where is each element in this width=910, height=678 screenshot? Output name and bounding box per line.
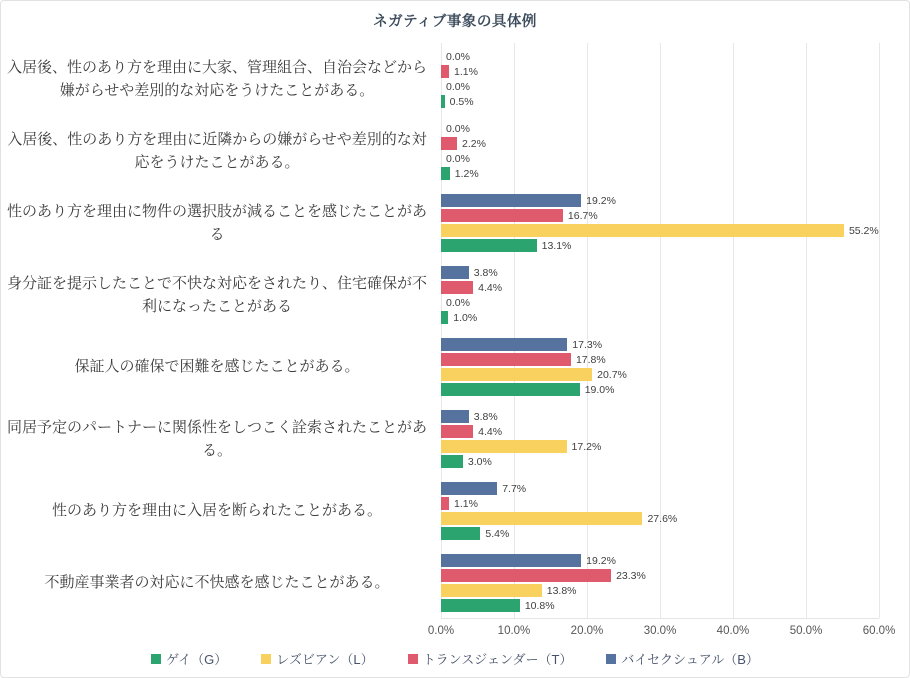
bar-transgender <box>441 137 457 150</box>
bar-line <box>441 137 879 150</box>
value-label: 0.0% <box>446 296 470 309</box>
category-label: 性のあり方を理由に入居を断られたことがある。 <box>51 502 382 520</box>
bar-group <box>441 115 879 187</box>
x-axis-tick: 20.0% <box>570 625 604 637</box>
value-label: 4.4% <box>478 281 503 294</box>
x-axis-tick: 50.0% <box>789 625 823 637</box>
plot-area <box>441 43 879 619</box>
bar-group <box>441 547 879 619</box>
category-label: 入居後、性のあり方を理由に大家、管理組合、自治会などから嫌がらせや差別的な対応をうけたことがある。 <box>7 58 428 99</box>
bar-transgender <box>441 209 563 222</box>
value-label: 16.7% <box>567 209 598 222</box>
legend-item-transgender <box>408 649 573 668</box>
legend-item-bisexual <box>606 649 759 668</box>
value-label: 17.2% <box>571 440 602 453</box>
legend <box>1 649 909 668</box>
value-label: 3.8% <box>473 410 498 423</box>
category-label: 不動産事業者の対応に不快感を感じたことがある。 <box>44 574 390 592</box>
legend-label: ゲイ（G） <box>166 652 228 667</box>
bar-line <box>441 512 879 525</box>
bar-bisexual <box>441 266 469 279</box>
bar-line <box>441 353 879 366</box>
bar-transgender <box>441 569 611 582</box>
bar-lesbian <box>441 224 844 237</box>
category-label: 入居後、性のあり方を理由に近隣からの嫌がらせや差別的な対応をうけたことがある。 <box>7 130 427 171</box>
legend-item-lesbian <box>261 649 373 668</box>
bar-group <box>441 43 879 115</box>
value-label: 19.2% <box>586 194 616 207</box>
bar-group <box>441 187 879 259</box>
legend-label: バイセクシュアル（B） <box>621 652 759 667</box>
value-label: 0.0% <box>446 50 470 63</box>
bar-line <box>441 281 879 294</box>
bar-line <box>441 194 879 207</box>
bar-line <box>441 50 879 63</box>
bar-line <box>441 224 879 237</box>
value-label: 13.1% <box>541 239 572 252</box>
bar-lesbian <box>441 512 642 525</box>
legend-swatch-icon <box>408 654 418 664</box>
bar-line <box>441 440 879 453</box>
value-label: 0.0% <box>446 80 470 93</box>
bar-group <box>441 403 879 475</box>
bar-group <box>441 331 879 403</box>
value-label: 17.8% <box>575 353 606 366</box>
category-label: 保証人の確保で困難を感じたことがある。 <box>74 358 360 376</box>
bar-group <box>441 259 879 331</box>
category-labels <box>1 43 433 619</box>
category-label: 性のあり方を理由に物件の選択肢が減ることを感じたことがある <box>7 202 428 243</box>
x-axis-tick: 60.0% <box>862 625 896 637</box>
bar-line <box>441 311 879 324</box>
bar-gay <box>441 167 450 180</box>
bar-bisexual <box>441 338 567 351</box>
legend-label: トランスジェンダー（T） <box>422 652 573 667</box>
legend-swatch-icon <box>261 654 271 664</box>
chart-title: ネガティブ事象の具体例 <box>373 14 537 30</box>
value-label: 0.5% <box>449 95 474 108</box>
bar-gay <box>441 599 520 612</box>
bar-line <box>441 239 879 252</box>
bar-line <box>441 65 879 78</box>
bar-bisexual <box>441 194 581 207</box>
value-label: 1.0% <box>453 311 478 324</box>
bar-rows <box>441 43 879 619</box>
bar-transgender <box>441 497 449 510</box>
bar-gay <box>441 383 580 396</box>
value-label: 1.2% <box>454 167 479 180</box>
bar-line <box>441 410 879 423</box>
value-label: 1.1% <box>454 65 478 78</box>
value-label: 5.4% <box>485 527 510 540</box>
value-label: 2.2% <box>462 137 486 150</box>
legend-swatch-icon <box>606 654 616 664</box>
bar-line <box>441 152 879 165</box>
bar-transgender <box>441 353 571 366</box>
value-label: 3.8% <box>473 266 498 279</box>
bar-lesbian <box>441 440 567 453</box>
value-label: 7.7% <box>502 482 527 495</box>
legend-swatch-icon <box>151 654 161 664</box>
value-label: 55.2% <box>848 224 879 237</box>
value-label: 17.3% <box>572 338 603 351</box>
bar-bisexual <box>441 554 581 567</box>
bar-line <box>441 599 879 612</box>
bar-lesbian <box>441 368 592 381</box>
value-label: 0.0% <box>446 152 470 165</box>
bar-line <box>441 455 879 468</box>
bar-line <box>441 569 879 582</box>
bar-line <box>441 80 879 93</box>
bar-transgender <box>441 281 473 294</box>
value-label: 4.4% <box>478 425 503 438</box>
value-label: 23.3% <box>616 569 646 582</box>
category-label: 身分証を提示したことで不快な対応をされたり、住宅確保が不利になったことがある <box>7 274 428 315</box>
bar-line <box>441 383 879 396</box>
bar-line <box>441 122 879 135</box>
bar-line <box>441 209 879 222</box>
value-label: 20.7% <box>597 368 627 381</box>
value-label: 1.1% <box>454 497 478 510</box>
x-axis <box>427 625 896 641</box>
value-label: 27.6% <box>647 512 678 525</box>
bar-line <box>441 338 879 351</box>
bar-gay <box>441 239 537 252</box>
bar-line <box>441 167 879 180</box>
bar-gay <box>441 527 480 540</box>
value-label: 0.0% <box>446 122 470 135</box>
value-label: 10.8% <box>524 599 555 612</box>
value-label: 19.0% <box>584 383 615 396</box>
bar-line <box>441 554 879 567</box>
value-label: 19.2% <box>586 554 616 567</box>
legend-label: レズビアン（L） <box>276 652 374 667</box>
bar-line <box>441 482 879 495</box>
chart-body <box>1 43 909 619</box>
category-label: 同居予定のパートナーに関係性をしつこく詮索されたことがある。 <box>7 418 428 459</box>
value-label: 3.0% <box>467 455 492 468</box>
bar-line <box>441 425 879 438</box>
gridline <box>879 43 880 618</box>
bar-bisexual <box>441 410 469 423</box>
bar-line <box>441 497 879 510</box>
bar-lesbian <box>441 584 542 597</box>
bar-line <box>441 584 879 597</box>
bar-line <box>441 368 879 381</box>
x-axis-tick: 0.0% <box>427 625 455 637</box>
x-axis-tick: 10.0% <box>497 625 531 637</box>
bar-line <box>441 266 879 279</box>
bar-line <box>441 527 879 540</box>
bar-group <box>441 475 879 547</box>
bar-line <box>441 296 879 309</box>
bar-line <box>441 95 879 108</box>
bar-transgender <box>441 425 473 438</box>
bar-gay <box>441 311 448 324</box>
x-axis-tick: 30.0% <box>643 625 677 637</box>
bar-gay <box>441 95 445 108</box>
bar-gay <box>441 455 463 468</box>
value-label: 13.8% <box>546 584 577 597</box>
x-axis-tick: 40.0% <box>716 625 750 637</box>
legend-item-gay <box>151 649 227 668</box>
bar-bisexual <box>441 482 497 495</box>
bar-transgender <box>441 65 449 78</box>
